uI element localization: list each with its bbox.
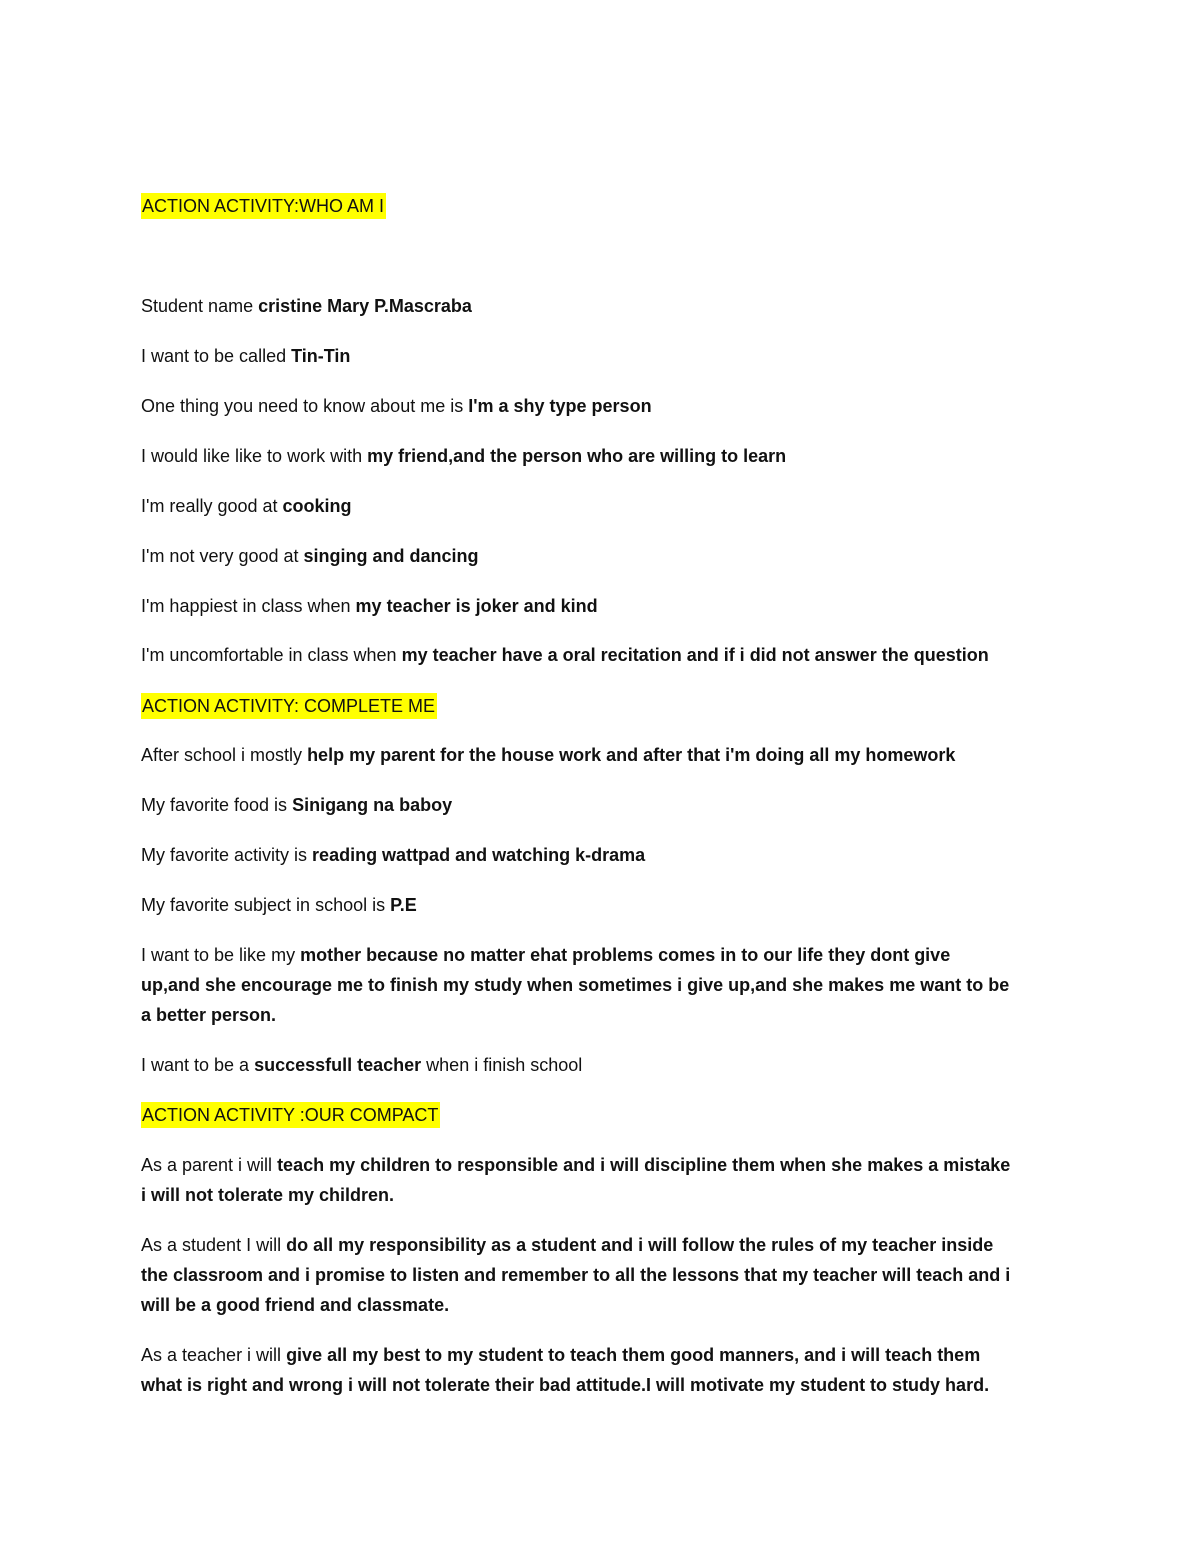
prompt-text: My favorite activity is <box>141 845 313 865</box>
item-not-good-at <box>141 541 479 571</box>
item-uncomfortable <box>141 640 989 670</box>
item-one-thing <box>141 391 652 421</box>
prompt-text: As a student I will <box>141 1235 287 1255</box>
prompt-text: I'm really good at <box>141 496 283 516</box>
prompt-text: I'm happiest in class when <box>141 596 356 616</box>
prompt-text: As a teacher i will <box>141 1345 287 1365</box>
item-career <box>141 1050 582 1080</box>
heading-highlight: ACTION ACTIVITY :OUR COMPACT <box>141 1102 440 1128</box>
prompt-text: I want to be a <box>141 1055 255 1075</box>
prompt-text: Student name <box>141 296 259 316</box>
prompt-text: I would like like to work with <box>141 446 368 466</box>
answer-text: P.E <box>390 895 417 915</box>
answer-text: teach my children to responsible and i will discipline them when she makes a mistake <box>277 1155 1011 1175</box>
item-as-teacher <box>141 1340 989 1400</box>
paragraph-line-3: will be a good friend and classmate. <box>141 1295 450 1315</box>
paragraph-line-3: a better person. <box>141 1005 277 1025</box>
answer-text: mother because no matter ehat problems comes in to our life they dont give <box>300 945 951 965</box>
item-after-school <box>141 740 955 770</box>
paragraph-line-1 <box>141 1150 1010 1180</box>
item-favorite-subject <box>141 890 417 920</box>
prompt-text: I want to be called <box>141 346 292 366</box>
answer-text: cristine Mary P.Mascraba <box>258 296 472 316</box>
paragraph-line-2: the classroom and i promise to listen and remember to all the lessons that my teacher will teach and i <box>141 1265 1011 1285</box>
answer-text: singing and dancing <box>303 546 479 566</box>
item-as-parent <box>141 1150 1010 1210</box>
section-heading-who-am-i <box>141 193 386 219</box>
paragraph-line-2: up,and she encourage me to finish my study when sometimes i give up,and she makes me want to be <box>141 975 1010 995</box>
heading-highlight: ACTION ACTIVITY:WHO AM I <box>141 193 386 219</box>
prompt-text: My favorite subject in school is <box>141 895 391 915</box>
prompt-text: I want to be like my <box>141 945 301 965</box>
paragraph-line-1 <box>141 1340 989 1370</box>
paragraph-line-1 <box>141 940 1009 970</box>
item-favorite-food <box>141 790 452 820</box>
prompt-text: My favorite food is <box>141 795 293 815</box>
item-happiest <box>141 591 598 621</box>
prompt-text: I'm uncomfortable in class when <box>141 645 402 665</box>
item-called <box>141 341 350 371</box>
prompt-text: I'm not very good at <box>141 546 304 566</box>
section-heading-complete-me <box>141 693 437 719</box>
answer-text: my teacher is joker and kind <box>355 596 598 616</box>
suffix-text: when i finish school <box>421 1055 583 1075</box>
prompt-text: After school i mostly <box>141 745 308 765</box>
item-as-student <box>141 1230 1010 1320</box>
item-student-name <box>141 291 472 321</box>
heading-highlight: ACTION ACTIVITY: COMPLETE ME <box>141 693 437 719</box>
answer-text: do all my responsibility as a student and i will follow the rules of my teacher inside <box>286 1235 994 1255</box>
prompt-text: As a parent i will <box>141 1155 278 1175</box>
answer-text: Sinigang na baboy <box>292 795 453 815</box>
answer-text: my friend,and the person who are willing to learn <box>367 446 787 466</box>
item-want-to-be-like <box>141 940 1009 1030</box>
paragraph-line-2: i will not tolerate my children. <box>141 1185 395 1205</box>
item-favorite-activity <box>141 840 645 870</box>
answer-text: cooking <box>282 496 352 516</box>
answer-text: reading wattpad and watching k-drama <box>312 845 646 865</box>
answer-text: my teacher have a oral recitation and if i did not answer the question <box>401 645 989 665</box>
section-heading-our-compact <box>141 1102 440 1128</box>
item-good-at <box>141 491 352 521</box>
answer-text: give all my best to my student to teach them good manners, and i will teach them <box>286 1345 981 1365</box>
answer-text: Tin-Tin <box>291 346 351 366</box>
item-work-with <box>141 441 786 471</box>
paragraph-line-2: what is right and wrong i will not tolerate their bad attitude.I will motivate my student to study hard. <box>141 1375 990 1395</box>
paragraph-line-1 <box>141 1230 1010 1260</box>
answer-text: I'm a shy type person <box>468 396 652 416</box>
answer-text: help my parent for the house work and after that i'm doing all my homework <box>307 745 956 765</box>
prompt-text: One thing you need to know about me is <box>141 396 469 416</box>
answer-text: successfull teacher <box>254 1055 422 1075</box>
